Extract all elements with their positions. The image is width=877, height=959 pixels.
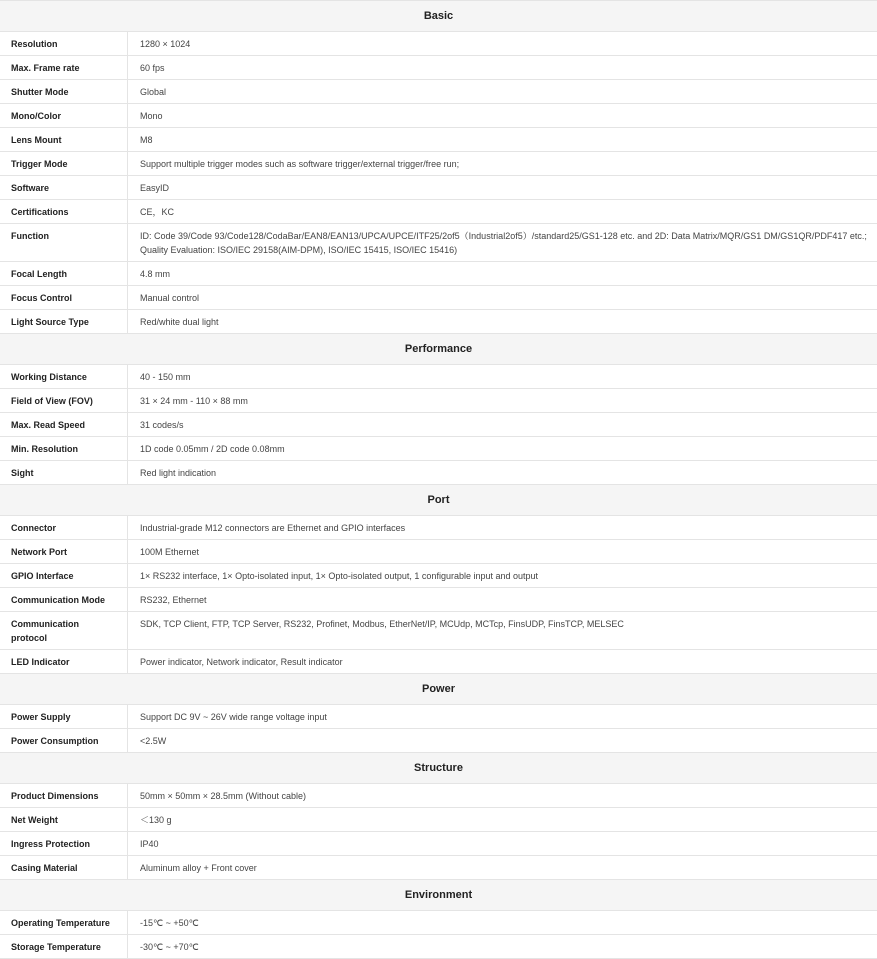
spec-label: Max. Frame rate bbox=[0, 56, 128, 79]
spec-label: Focal Length bbox=[0, 262, 128, 285]
spec-value: CE，KC bbox=[140, 207, 175, 217]
spec-value: Red light indication bbox=[140, 468, 217, 478]
table-row bbox=[0, 413, 877, 437]
table-row bbox=[0, 705, 877, 729]
table-row bbox=[0, 286, 877, 310]
table-row bbox=[0, 437, 877, 461]
spec-value: Global bbox=[140, 87, 167, 97]
table-row bbox=[0, 461, 877, 485]
table-row bbox=[0, 911, 877, 935]
section-header: Environment bbox=[0, 880, 877, 911]
spec-value: Support multiple trigger modes such as software trigger/external trigger/free run; bbox=[140, 159, 460, 169]
table-row bbox=[0, 365, 877, 389]
spec-label: Software bbox=[0, 176, 128, 199]
spec-value: Support DC 9V ~ 26V wide range voltage input bbox=[140, 712, 327, 722]
spec-value: -30℃ ~ +70℃ bbox=[140, 942, 199, 952]
spec-label: LED Indicator bbox=[0, 650, 128, 673]
table-row bbox=[0, 729, 877, 753]
spec-value: 100M Ethernet bbox=[140, 547, 200, 557]
table-row bbox=[0, 588, 877, 612]
spec-label: Connector bbox=[0, 516, 128, 539]
table-row bbox=[0, 516, 877, 540]
spec-section bbox=[0, 334, 877, 485]
spec-label: Min. Resolution bbox=[0, 437, 128, 460]
spec-value: 40 - 150 mm bbox=[140, 372, 191, 382]
spec-section bbox=[0, 753, 877, 880]
spec-label: Working Distance bbox=[0, 365, 128, 388]
spec-label: Light Source Type bbox=[0, 310, 128, 333]
spec-value: Industrial-grade M12 connectors are Ethernet and GPIO interfaces bbox=[140, 523, 406, 533]
spec-value: EasyID bbox=[140, 183, 170, 193]
spec-value: 1× RS232 interface, 1× Opto-isolated input, 1× Opto-isolated output, 1 configurable input and output bbox=[140, 571, 539, 581]
spec-label: Operating Temperature bbox=[0, 911, 128, 934]
table-row bbox=[0, 262, 877, 286]
spec-value: Red/white dual light bbox=[140, 317, 219, 327]
table-row bbox=[0, 784, 877, 808]
table-row bbox=[0, 32, 877, 56]
spec-label: Net Weight bbox=[0, 808, 128, 831]
table-row bbox=[0, 200, 877, 224]
table-row bbox=[0, 540, 877, 564]
table-row bbox=[0, 128, 877, 152]
spec-label: Ingress Protection bbox=[0, 832, 128, 855]
spec-label: Max. Read Speed bbox=[0, 413, 128, 436]
spec-value: IP40 bbox=[140, 839, 159, 849]
section-header: Performance bbox=[0, 334, 877, 365]
spec-label: Power Consumption bbox=[0, 729, 128, 752]
spec-value: 31 codes/s bbox=[140, 420, 184, 430]
spec-section bbox=[0, 485, 877, 674]
spec-label: Shutter Mode bbox=[0, 80, 128, 103]
table-row bbox=[0, 310, 877, 334]
spec-value: ＜130 g bbox=[140, 815, 172, 825]
spec-label: Communication protocol bbox=[0, 612, 128, 649]
spec-value: <2.5W bbox=[140, 736, 167, 746]
spec-label: Casing Material bbox=[0, 856, 128, 879]
spec-label: Function bbox=[0, 224, 128, 261]
spec-label: Storage Temperature bbox=[0, 935, 128, 958]
spec-label: Product Dimensions bbox=[0, 784, 128, 807]
table-row bbox=[0, 104, 877, 128]
spec-label: Power Supply bbox=[0, 705, 128, 728]
spec-label: Mono/Color bbox=[0, 104, 128, 127]
table-row bbox=[0, 935, 877, 959]
spec-label: Resolution bbox=[0, 32, 128, 55]
spec-label: Trigger Mode bbox=[0, 152, 128, 175]
table-row bbox=[0, 832, 877, 856]
section-header: Port bbox=[0, 485, 877, 516]
spec-value: RS232, Ethernet bbox=[140, 595, 207, 605]
spec-section bbox=[0, 880, 877, 959]
spec-value: 31 × 24 mm - 110 × 88 mm bbox=[140, 396, 248, 406]
spec-value: 1D code 0.05mm / 2D code 0.08mm bbox=[140, 444, 285, 454]
spec-value: Aluminum alloy + Front cover bbox=[140, 863, 257, 873]
spec-value: SDK, TCP Client, FTP, TCP Server, RS232, Profinet, Modbus, EtherNet/IP, MCUdp, MCTcp, FinsUDP, FinsTCP, MELSEC bbox=[140, 619, 624, 629]
spec-label: GPIO Interface bbox=[0, 564, 128, 587]
spec-value: Manual control bbox=[140, 293, 200, 303]
table-row bbox=[0, 224, 877, 262]
table-row bbox=[0, 612, 877, 650]
table-row bbox=[0, 650, 877, 674]
spec-label: Network Port bbox=[0, 540, 128, 563]
spec-value: M8 bbox=[140, 135, 153, 145]
table-row bbox=[0, 389, 877, 413]
section-header: Basic bbox=[0, 1, 877, 32]
table-row bbox=[0, 80, 877, 104]
spec-value: 4.8 mm bbox=[140, 269, 171, 279]
spec-label: Field of View (FOV) bbox=[0, 389, 128, 412]
spec-label: Certifications bbox=[0, 200, 128, 223]
spec-label: Lens Mount bbox=[0, 128, 128, 151]
spec-label: Focus Control bbox=[0, 286, 128, 309]
spec-label: Sight bbox=[0, 461, 128, 484]
table-row bbox=[0, 152, 877, 176]
spec-value: -15℃ ~ +50℃ bbox=[140, 918, 199, 928]
table-row bbox=[0, 176, 877, 200]
table-row bbox=[0, 564, 877, 588]
spec-label: Communication Mode bbox=[0, 588, 128, 611]
spec-section bbox=[0, 674, 877, 753]
spec-value: 50mm × 50mm × 28.5mm (Without cable) bbox=[140, 791, 307, 801]
section-header: Structure bbox=[0, 753, 877, 784]
table-row bbox=[0, 808, 877, 832]
spec-value: Power indicator, Network indicator, Result indicator bbox=[140, 657, 343, 667]
table-row bbox=[0, 856, 877, 880]
section-header: Power bbox=[0, 674, 877, 705]
spec-value: ID: Code 39/Code 93/Code128/CodaBar/EAN8/EAN13/UPCA/UPCE/ITF25/2of5（Industrial2of5）/standard25/GS1-128 etc. and 2D: Data Matrix/MQR/GS1 DM/GS1QR/PDF417 etc.; Quality Evaluation: ISO/IEC 29158(AIM-DPM), ISO/IEC 15415, ISO/IEC 15416) bbox=[140, 231, 867, 255]
spec-value: 60 fps bbox=[140, 63, 165, 73]
spec-section bbox=[0, 1, 877, 334]
spec-value: Mono bbox=[140, 111, 163, 121]
spec-value: 1280 × 1024 bbox=[140, 39, 191, 49]
table-row bbox=[0, 56, 877, 80]
